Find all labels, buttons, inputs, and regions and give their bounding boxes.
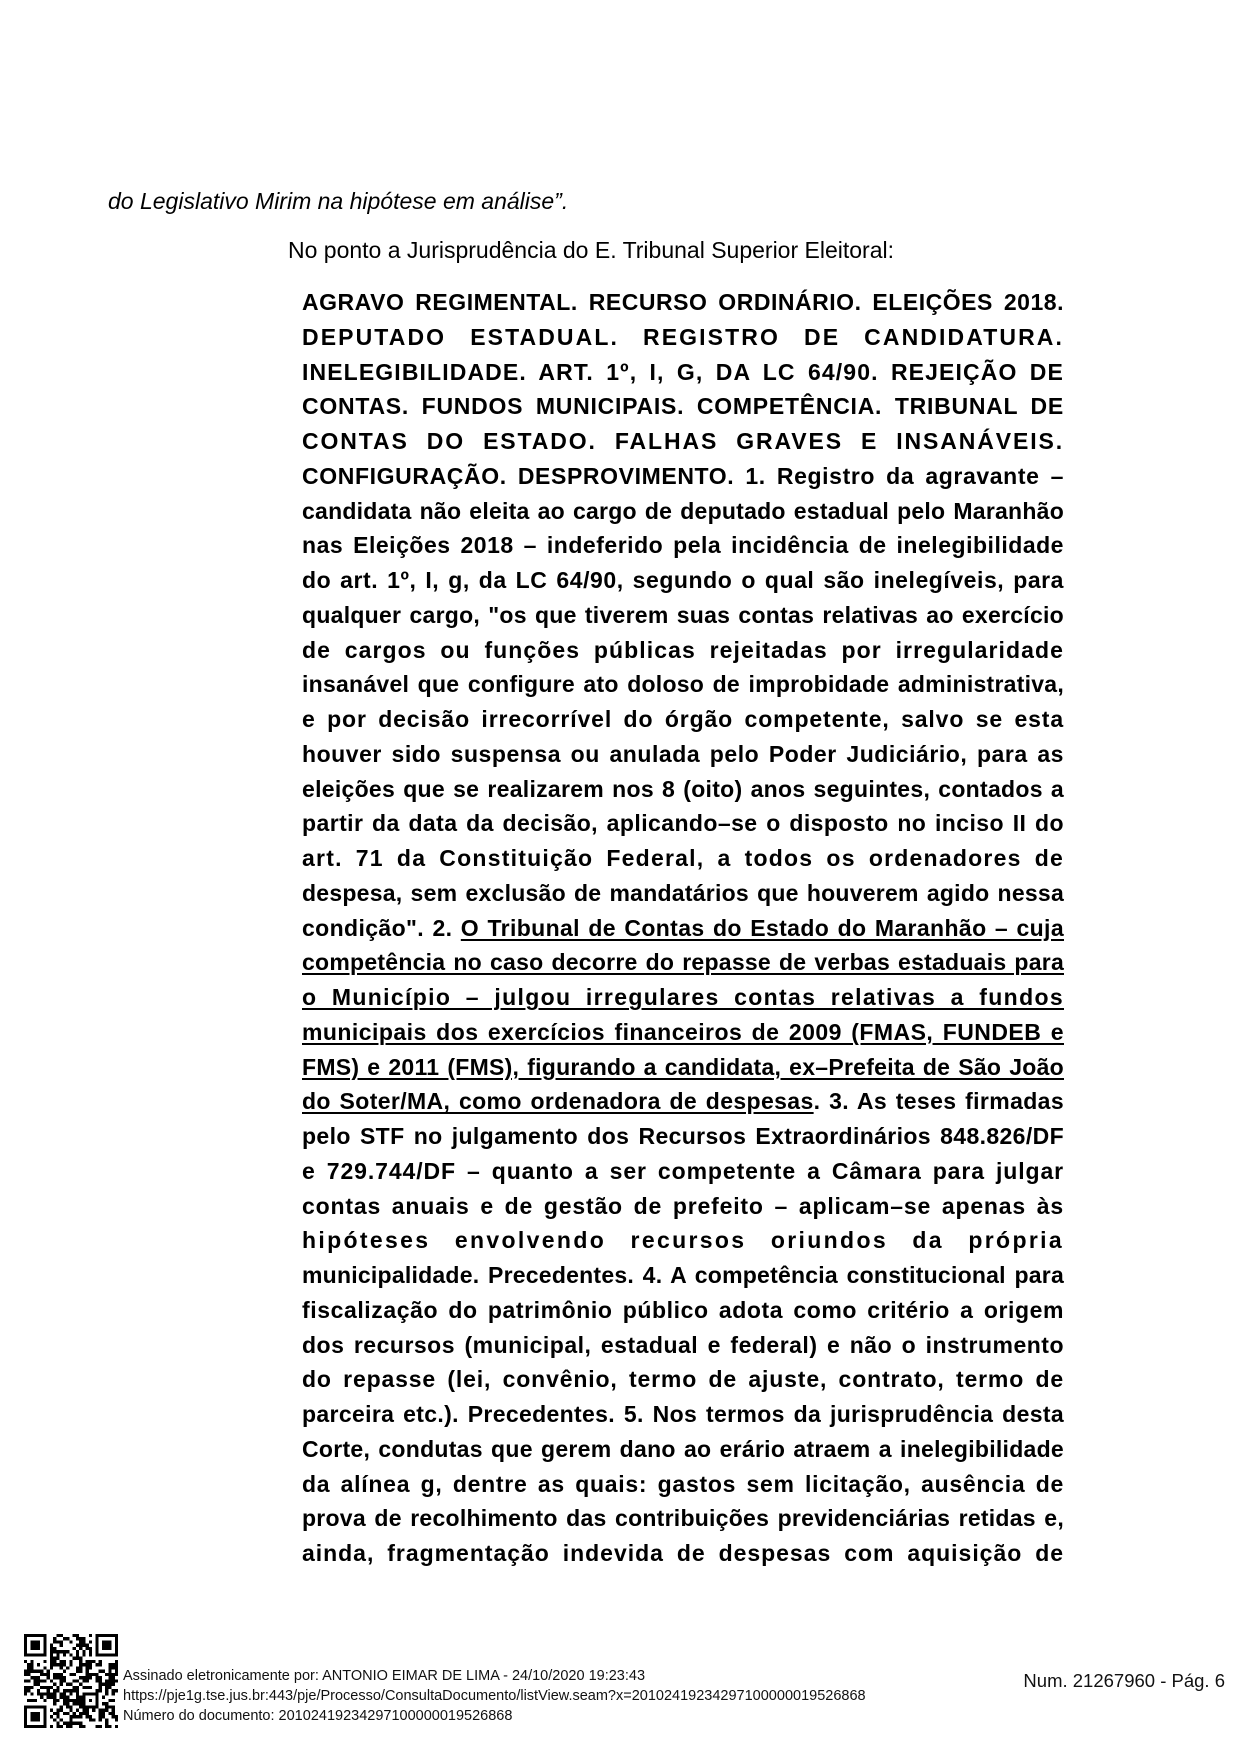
qr-code-icon [24,1634,118,1728]
quote-underlined-text: municipais dos exercícios financeiros de 2009 (FMAS, FUNDEB e [302,1018,1064,1045]
signed-by-text: Assinado eletronicamente por: ANTONIO EIMAR DE LIMA - 24/10/2020 19:23:43 [123,1668,646,1684]
quote-line [302,911,1064,946]
quote-text: insanável que configure ato doloso de improbidade administrativa, [302,671,1064,698]
quote-text: do art. 1º, I, g, da LC 64/90, segundo o qual são inelegíveis, para [302,567,1064,593]
quote-text: hipóteses envolvendo recursos oriundos da própria [302,1227,1064,1254]
quote-text: parceira etc.). Precedentes. 5. Nos termos da jurisprudência desta [302,1401,1064,1427]
quote-text: nas Eleições 2018 – indeferido pela incidência de inelegibilidade [302,532,1064,559]
quote-line [302,841,1064,876]
quote-line [302,1328,1064,1363]
quote-text: partir da data da decisão, aplicando–se o disposto no inciso II do [302,810,1064,837]
quote-text: despesa, sem exclusão de mandatários que houverem agido nessa [302,879,1064,906]
quote-text: CONTAS DO ESTADO. FALHAS GRAVES E INSANÁVEIS. [302,428,1064,454]
quote-line [302,737,1064,772]
quote-line [302,528,1064,563]
quote-line [302,598,1064,633]
quote-text: municipalidade. Precedentes. 4. A competência constitucional para [302,1262,1064,1288]
quote-line [302,1119,1064,1154]
quote-line [302,667,1064,702]
quote-line [302,1432,1064,1467]
document-url: https://pje1g.tse.jus.br:443/pje/Processo/ConsultaDocumento/listView.seam?x=20102419234297100000019526868 [123,1688,866,1704]
quote-text: CONTAS. FUNDOS MUNICIPAIS. COMPETÊNCIA. TRIBUNAL DE [302,393,1064,420]
quote-text: dos recursos (municipal, estadual e federal) e não o instrumento [302,1331,1064,1358]
quote-text: condição". 2. [302,914,461,941]
quote-line [302,876,1064,911]
continuation-line: do Legislativo Mirim na hipótese em análise”. [108,188,569,214]
quote-text: DEPUTADO ESTADUAL. REGISTRO DE CANDIDATURA. [302,323,1064,350]
quote-underlined-text: FMS) e 2011 (FMS), figurando a candidata, ex–Prefeita de São João [302,1053,1064,1080]
quote-line [302,1397,1064,1432]
quote-underlined-text: o Município – julgou irregulares contas relativas a fundos [302,984,1064,1010]
quote-text: contas anuais e de gestão de prefeito – aplicam–se apenas às [302,1192,1064,1219]
page-reference: Num. 21267960 - Pág. 6 [1023,1670,1225,1691]
quote-line [302,945,1064,980]
signature-footer [123,1666,866,1726]
quote-text: . 3. As teses firmadas [813,1088,1064,1115]
quote-line [302,772,1064,807]
quote-text: pelo STF no julgamento dos Recursos Extraordinários 848.826/DF [302,1123,1064,1149]
quote-text: de cargos ou funções públicas rejeitadas por irregularidade [302,636,1064,663]
quote-text: CONFIGURAÇÃO. DESPROVIMENTO. 1. Registro da agravante – [302,462,1064,489]
quote-line [302,806,1064,841]
quote-line [302,320,1064,355]
quote-line [302,494,1064,529]
quote-line [302,1501,1064,1536]
quote-text: prova de recolhimento das contribuições previdenciárias retidas e, [302,1505,1064,1532]
quote-line [302,1258,1064,1293]
quote-text: e por decisão irrecorrível do órgão competente, salvo se esta [302,706,1064,732]
quote-line [302,563,1064,598]
quote-line [302,389,1064,424]
quote-text: qualquer cargo, "os que tiverem suas contas relativas ao exercício [302,601,1064,628]
quote-underlined-text: competência no caso decorre do repasse de verbas estaduais para [302,949,1064,976]
quote-underlined-text: O Tribunal de Contas do Estado do Maranhão – cuja [460,914,1064,941]
quote-text: AGRAVO REGIMENTAL. RECURSO ORDINÁRIO. ELEIÇÕES 2018. [302,289,1064,315]
document-number: Número do documento: 20102419234297100000019526868 [123,1708,513,1724]
quote-line [302,1015,1064,1050]
quote-text: e 729.744/DF – quanto a ser competente a Câmara para julgar [302,1157,1064,1184]
quote-line [302,633,1064,668]
quote-line [302,1223,1064,1258]
quote-line [302,1189,1064,1224]
quote-text: candidata não eleita ao cargo de deputado estadual pelo Maranhão [302,497,1064,524]
quote-line [302,1293,1064,1328]
quote-line [302,355,1064,390]
quote-text: art. 71 da Constituição Federal, a todos os ordenadores de [302,845,1064,871]
quote-line [302,1084,1064,1119]
intro-line: No ponto a Jurisprudência do E. Tribunal Superior Eleitoral: [288,237,895,263]
quote-line [302,1467,1064,1502]
quote-text: houver sido suspensa ou anulada pelo Poder Judiciário, para as [302,740,1064,767]
quote-text: ainda, fragmentação indevida de despesas com aquisição de [302,1540,1064,1566]
quote-text: da alínea g, dentre as quais: gastos sem licitação, ausência de [302,1470,1064,1497]
quote-line [302,285,1064,320]
quote-line [302,1154,1064,1189]
quote-line [302,980,1064,1015]
quote-line [302,1050,1064,1085]
quote-line [302,702,1064,737]
quote-text: fiscalização do patrimônio público adota como critério a origem [302,1296,1064,1323]
quote-text: do repasse (lei, convênio, termo de ajuste, contrato, termo de [302,1366,1064,1393]
quote-text: INELEGIBILIDADE. ART. 1º, I, G, DA LC 64/90. REJEIÇÃO DE [302,358,1064,385]
quote-text: Corte, condutas que gerem dano ao erário atraem a inelegibilidade [302,1435,1064,1462]
jurisprudence-quote [302,285,1064,1571]
quote-underlined-text: do Soter/MA, como ordenadora de despesas [302,1088,814,1115]
quote-line [302,1536,1064,1571]
quote-line [302,1362,1064,1397]
quote-line [302,459,1064,494]
quote-line [302,424,1064,459]
quote-text: eleições que se realizarem nos 8 (oito) anos seguintes, contados a [302,775,1064,802]
